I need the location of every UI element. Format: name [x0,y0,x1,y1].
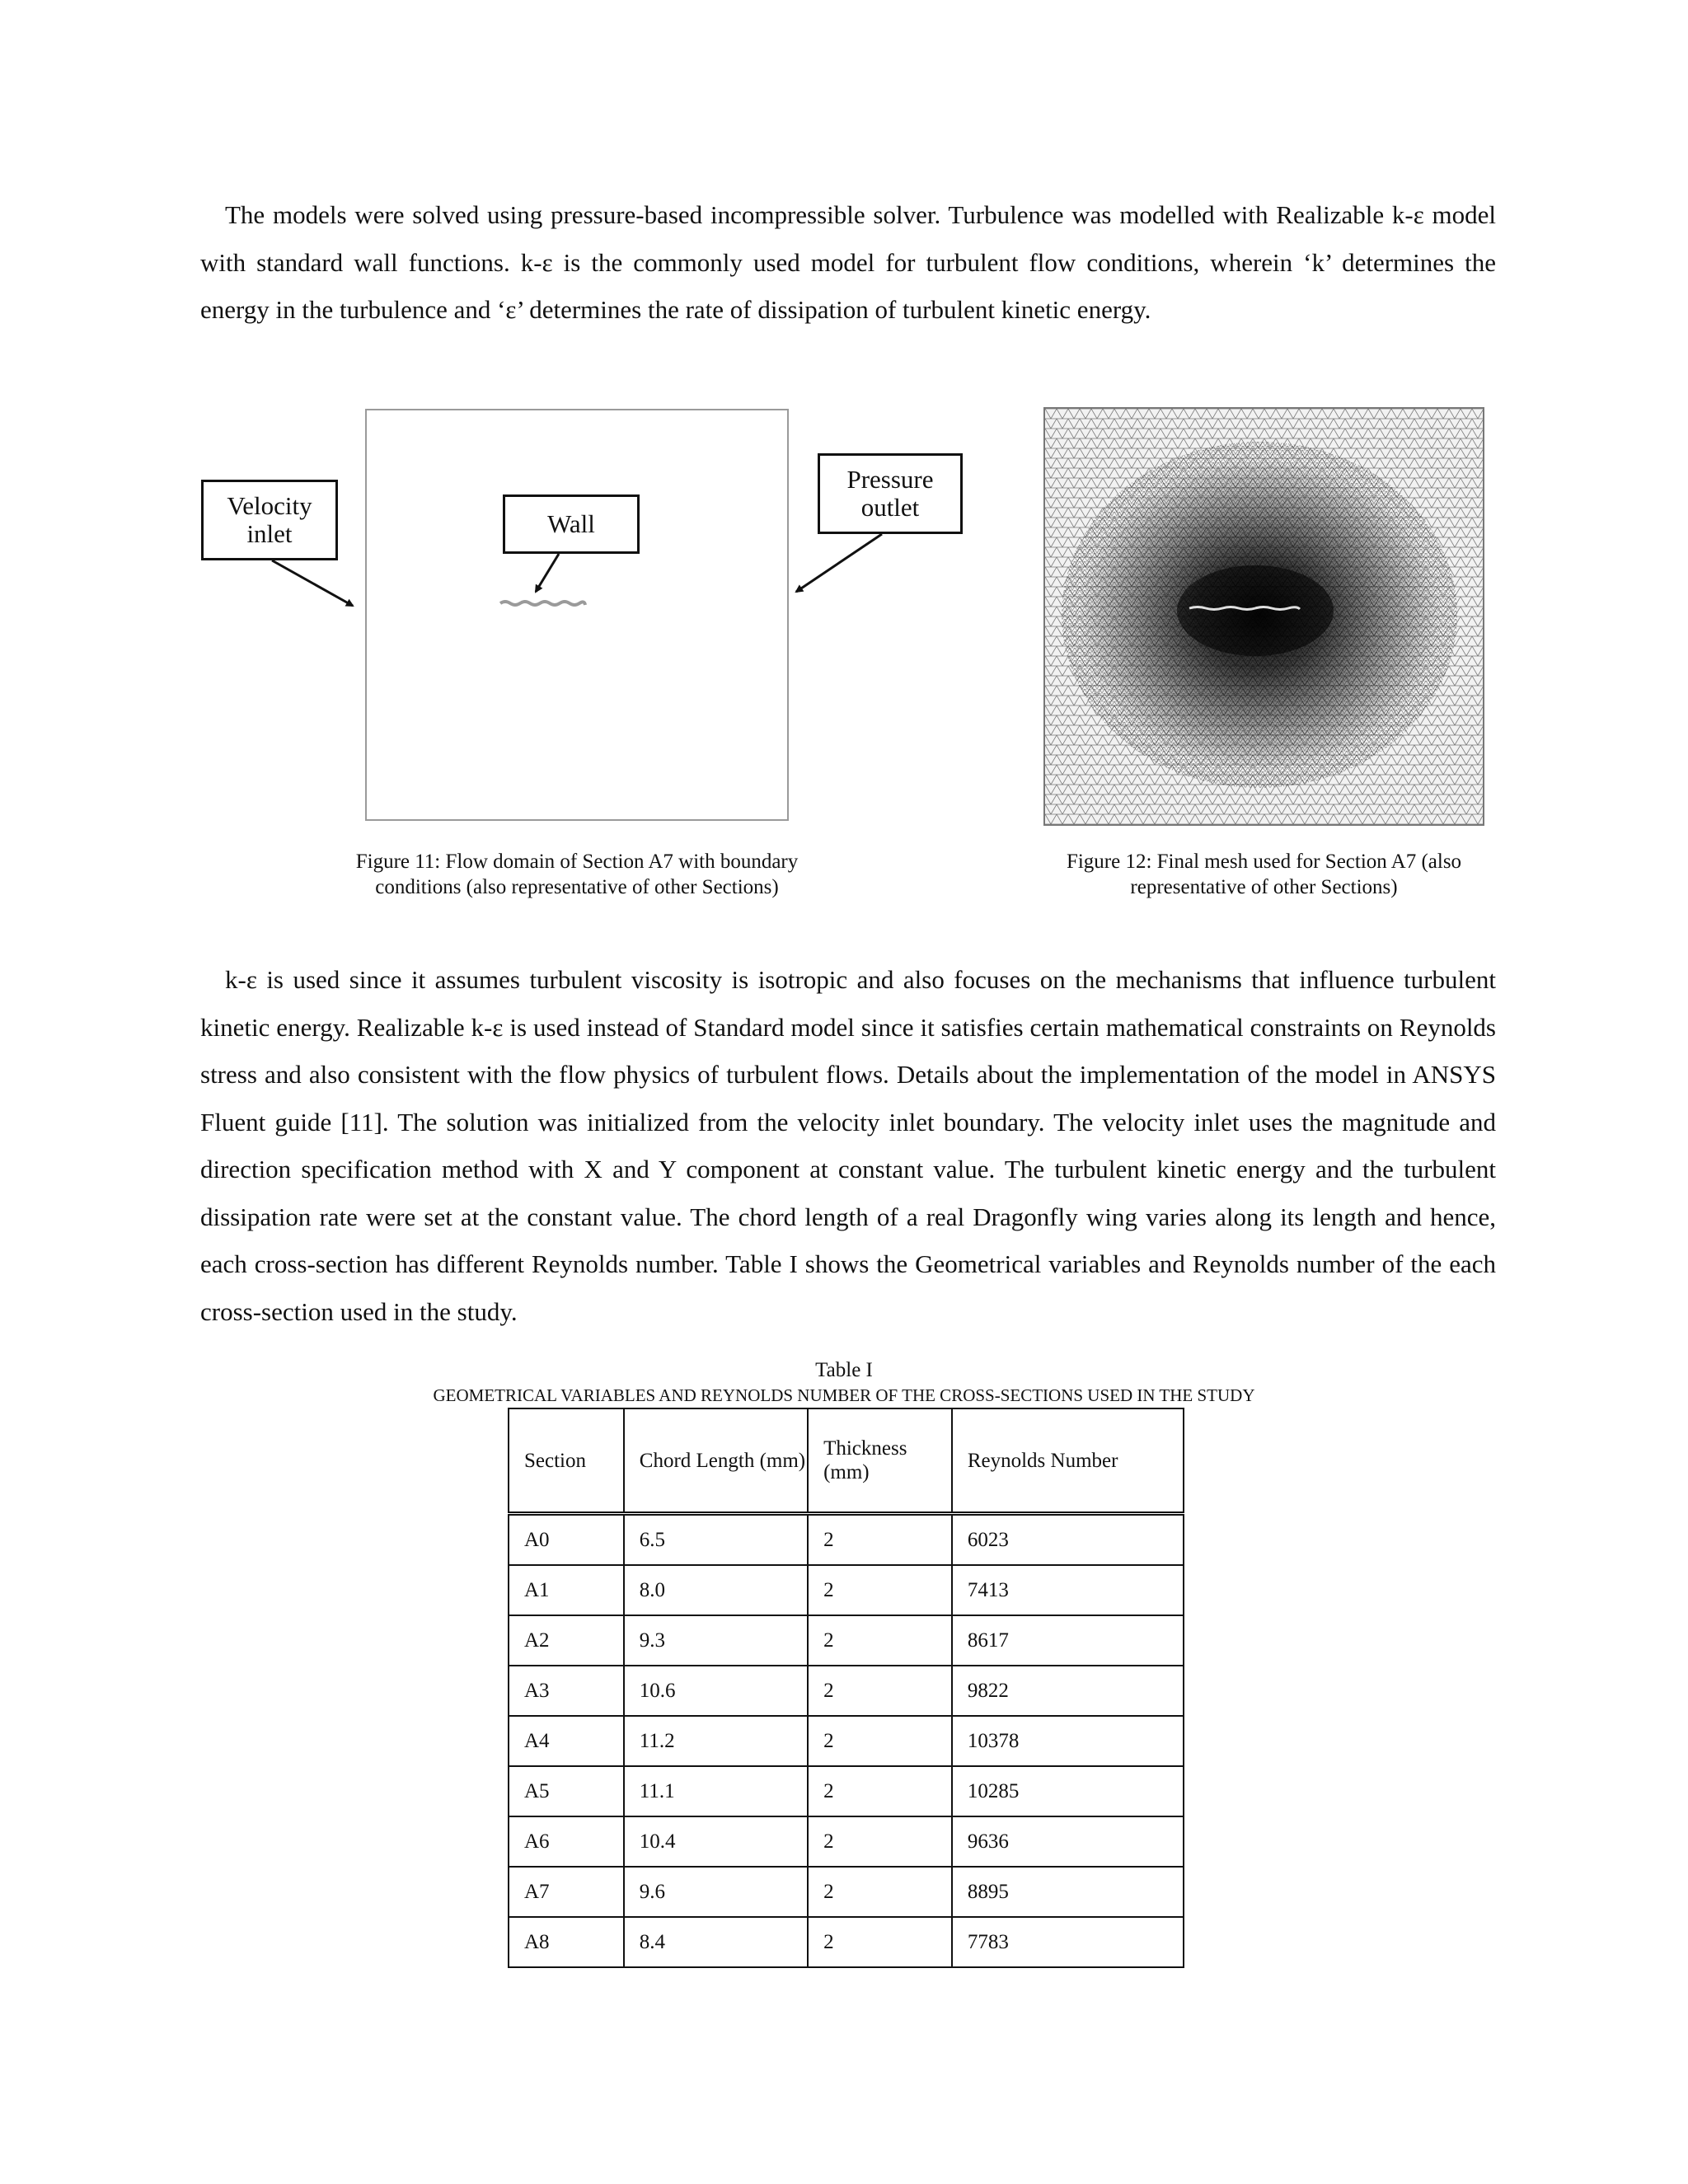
table-row [509,1615,1184,1666]
cell-thickness: 2 [808,1766,952,1816]
paragraph-solver: The models were solved using pressure-based incompressible solver. Turbulence was modelled with Realizable k-ε model with standard wall functions. k-ε is the commonly used model for turbulent flow conditions, wherein ‘k’ determines the energy in the turbulence and ‘ε’ determines the rate of dissipation of turbulent kinetic energy. [200,200,1496,324]
pressure-outlet-label: Pressure outlet [818,453,963,534]
table-row [509,1917,1184,1967]
header-thickness: Thickness (mm) [808,1408,952,1514]
cell-reynolds-number: 9636 [952,1816,1184,1867]
velocity-inlet-label: Velocity inlet [201,480,338,560]
cell-reynolds-number: 8617 [952,1615,1184,1666]
header-reynolds-number: Reynolds Number [952,1408,1184,1514]
cell-reynolds-number: 7413 [952,1565,1184,1615]
cell-section: A1 [509,1565,624,1615]
table-title: Table I [815,1359,873,1381]
cell-reynolds-number: 7783 [952,1917,1184,1967]
cell-section: A4 [509,1716,624,1766]
cell-chord-length: 11.2 [624,1716,808,1766]
paragraph-model-details: k-ε is used since it assumes turbulent viscosity is isotropic and also focuses on the mechanisms that influence turbulent kinetic energy. Realizable k-ε is used instead of Standard model since it satisfies certain mathematical constraints on Reynolds stress and also consistent with the flow physics of turbulent flows. Details about the implementation of the model in ANSYS Fluent guide [11]. The solution was initialized from the velocity inlet boundary. The velocity inlet uses the magnitude and direction specification method with X and Y component at constant value. The turbulent kinetic energy and the turbulent dissipation rate were set at the constant value. The chord length of a real Dragonfly wing varies along its length and hence, each cross-section has different Reynolds number. Table I shows the Geometrical variables and Reynolds number of the each cross-section used in the study. [200,965,1496,1326]
cell-chord-length: 6.5 [624,1514,808,1566]
cell-thickness: 2 [808,1565,952,1615]
cell-section: A7 [509,1867,624,1917]
table-row [509,1766,1184,1816]
table-row [509,1666,1184,1716]
cell-section: A2 [509,1615,624,1666]
table-row [509,1514,1184,1566]
cell-section: A0 [509,1514,624,1566]
cell-thickness: 2 [808,1666,952,1716]
cell-reynolds-number: 10285 [952,1766,1184,1816]
cell-chord-length: 9.6 [624,1867,808,1917]
cell-chord-length: 8.0 [624,1565,808,1615]
wall-arrow [536,554,559,592]
cell-chord-length: 8.4 [624,1917,808,1967]
figure12-caption: Figure 12: Final mesh used for Section A7 (also representative of other Sections) [1066,851,1462,898]
mesh-image [1043,407,1484,826]
table-header-row [509,1408,1184,1514]
cell-thickness: 2 [808,1716,952,1766]
cell-section: A3 [509,1666,624,1716]
cell-reynolds-number: 8895 [952,1867,1184,1917]
header-chord-length: Chord Length (mm) [624,1408,808,1514]
figure11-caption: Figure 11: Flow domain of Section A7 with boundary conditions (also representative of other Sections) [355,851,799,898]
cross-section-table [508,1408,1184,1968]
header-section: Section [509,1408,624,1514]
table-subtitle: GEOMETRICAL VARIABLES AND REYNOLDS NUMBER OF THE CROSS-SECTIONS USED IN THE STUDY [433,1385,1255,1405]
table-row [509,1565,1184,1615]
cell-chord-length: 10.4 [624,1816,808,1867]
cell-section: A6 [509,1816,624,1867]
cell-thickness: 2 [808,1917,952,1967]
table-row [509,1867,1184,1917]
cell-section: A8 [509,1917,624,1967]
cell-thickness: 2 [808,1514,952,1566]
table-row [509,1816,1184,1867]
cell-reynolds-number: 10378 [952,1716,1184,1766]
pressure-arrow [796,534,882,592]
table-row [509,1716,1184,1766]
cell-thickness: 2 [808,1867,952,1917]
mesh-graphic [1045,409,1484,826]
cell-chord-length: 11.1 [624,1766,808,1816]
cell-reynolds-number: 9822 [952,1666,1184,1716]
velocity-arrow [272,560,353,606]
cell-chord-length: 10.6 [624,1666,808,1716]
cell-reynolds-number: 6023 [952,1514,1184,1566]
wing-section-shape [500,602,585,605]
cell-thickness: 2 [808,1615,952,1666]
wall-label: Wall [503,494,640,554]
cell-chord-length: 9.3 [624,1615,808,1666]
cell-thickness: 2 [808,1816,952,1867]
cell-section: A5 [509,1766,624,1816]
